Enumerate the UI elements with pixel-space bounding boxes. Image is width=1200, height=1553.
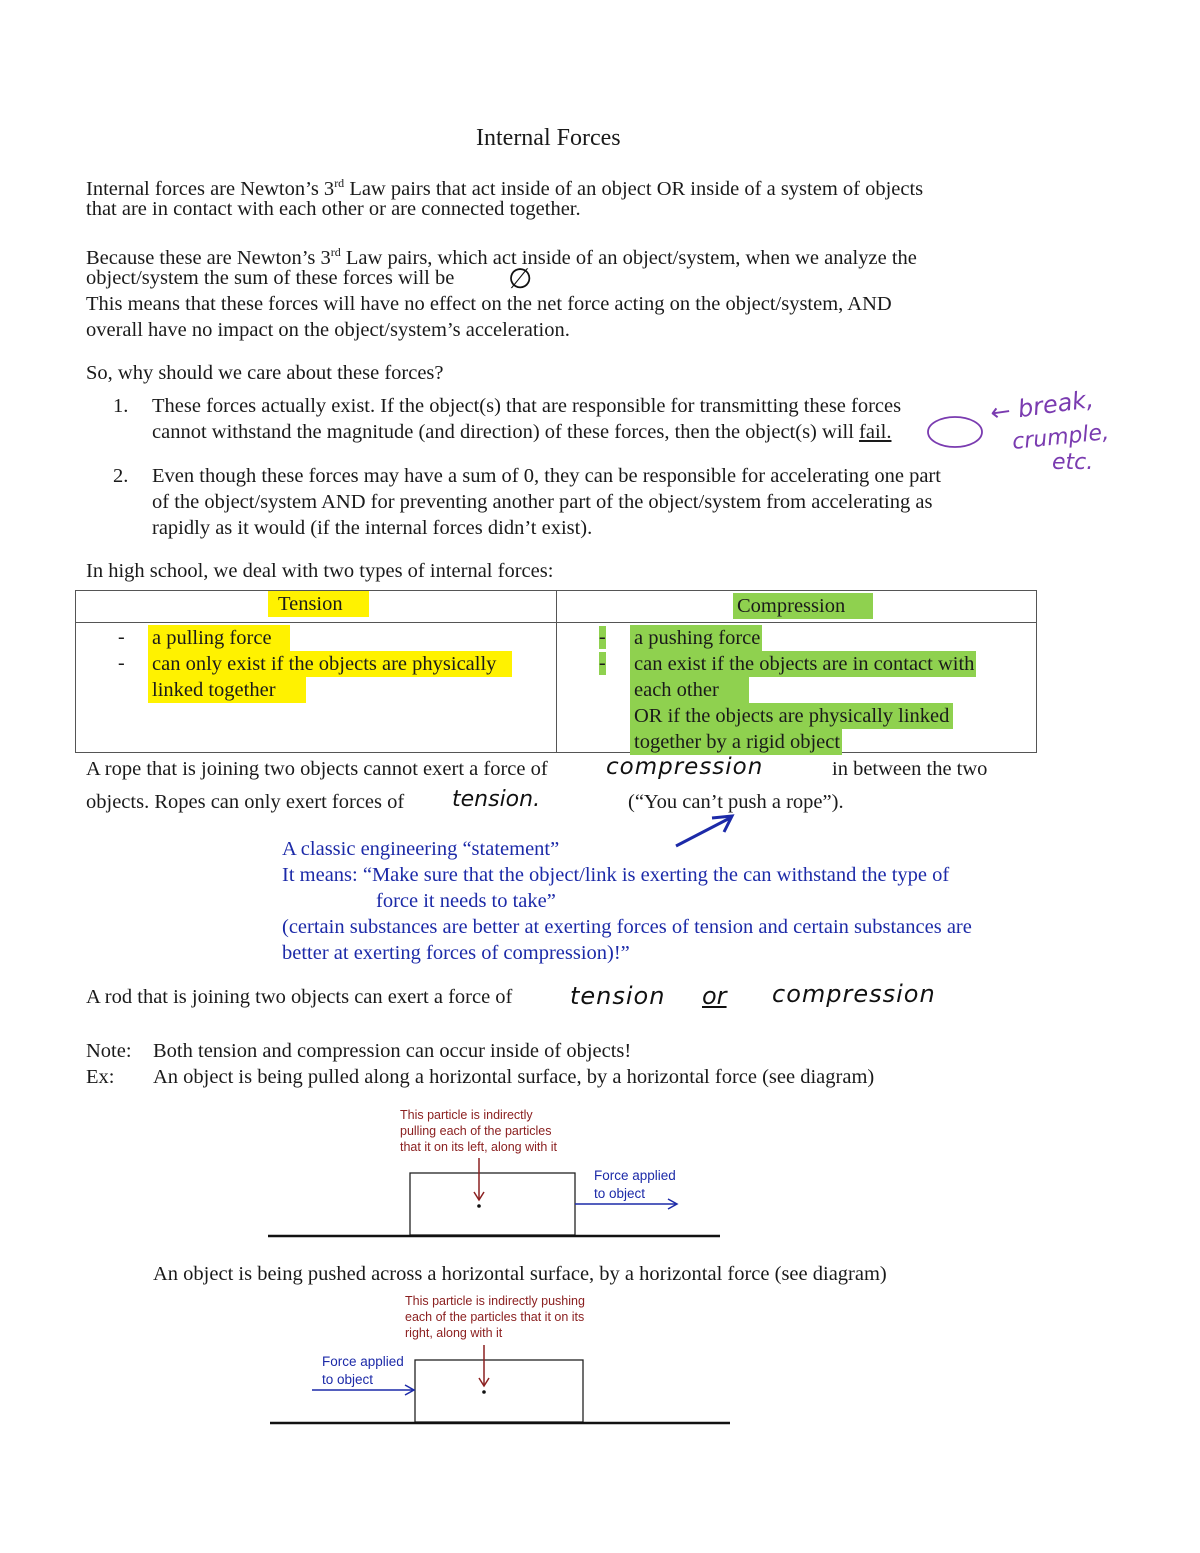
why-question: So, why should we care about these forces? xyxy=(86,362,444,384)
item2-line-1: Even though these forces may have a sum of 0, they can be responsible for accelerating one part xyxy=(152,465,941,487)
handwritten-break: ← break, xyxy=(988,384,1096,428)
because-text-a: Because these are Newton’s 3 xyxy=(86,246,331,269)
diagram1-particle-arrow-icon xyxy=(474,1158,484,1200)
tension-bullet-1-dash: - xyxy=(118,626,125,648)
note-blue-line-4: (certain substances are better at exerting forces of tension and certain substances are xyxy=(282,916,972,938)
page-title: Internal Forces xyxy=(476,125,621,151)
ex-text: An object is being pulled along a horizontal surface, by a horizontal force (see diagram) xyxy=(153,1066,875,1088)
diagram2-particle-dot xyxy=(482,1390,486,1394)
item1-line-2-text: cannot withstand the magnitude (and direction) of these forces, then the object(s) will xyxy=(152,421,860,443)
intro-text-a: Internal forces are Newton’s 3 xyxy=(86,177,335,200)
rope-line-1-text: A rope that is joining two objects cannot exert a force of xyxy=(86,758,548,780)
comp-bullet-2-line-3: OR if the objects are physically linked xyxy=(630,703,953,729)
comp-bullet-2-line-1: can exist if the objects are in contact with xyxy=(630,651,976,677)
handwritten-zero: ∅ xyxy=(508,262,533,295)
because-line-2: object/system the sum of these forces will be xyxy=(86,267,455,289)
fail-word: fail. xyxy=(859,421,892,443)
rope-line-2-end: (“You can’t push a rope”). xyxy=(628,791,844,813)
table-header-tension: Tension xyxy=(268,591,369,617)
handwritten-or: or xyxy=(702,982,727,1010)
handwritten-etc: etc. xyxy=(1052,450,1094,475)
note-blue-line-2: It means: “Make sure that the object/link is exerting the can withstand the type of xyxy=(282,864,950,886)
ex-label: Ex: xyxy=(86,1066,115,1088)
intro-sup: rd xyxy=(334,176,345,190)
handwritten-compression-rod: compression xyxy=(772,980,936,1008)
diagram1-force-arrow-icon xyxy=(575,1199,677,1209)
item1-line-1: These forces actually exist. If the object(s) that are responsible for transmitting these forces xyxy=(152,395,902,417)
rope-line-2-text: objects. Ropes can only exert forces of xyxy=(86,791,405,813)
diagram1-force-line-1: Force applied xyxy=(594,1168,676,1183)
blue-pointer-arrow-icon xyxy=(676,816,732,846)
handwritten-tension-rod: tension xyxy=(570,982,666,1010)
item2-number: 2. xyxy=(113,465,129,487)
tension-bullet-2-line-2: linked together xyxy=(148,677,306,703)
diagram1-particle-dot xyxy=(477,1204,481,1208)
push-text: An object is being pushed across a horizontal surface, by a horizontal force (see diagram) xyxy=(153,1263,887,1285)
item2-line-3: rapidly as it would (if the internal forces didn’t exist). xyxy=(152,517,593,539)
fail-circle xyxy=(928,417,982,447)
comp-bullet-2-dash: - xyxy=(599,652,606,674)
handwritten-compression-rope: compression xyxy=(606,754,764,780)
diagram1-particle-line-2: pulling each of the particles xyxy=(400,1124,552,1138)
comp-bullet-2-line-4: together by a rigid object xyxy=(630,729,842,755)
types-intro: In high school, we deal with two types of internal forces: xyxy=(86,560,554,582)
because-sup: rd xyxy=(330,245,341,259)
because-line-4: overall have no impact on the object/system’s acceleration. xyxy=(86,319,570,341)
diagram1-force-line-2: to object xyxy=(594,1186,646,1201)
handwritten-crumple: crumple, xyxy=(1010,419,1111,456)
intro-text-b: Law pairs that act inside of an object OR inside of a system of objects xyxy=(344,177,924,200)
because-line-3: This means that these forces will have no effect on the net force acting on the object/system, AND xyxy=(86,293,892,315)
diagram1-object-box xyxy=(410,1173,575,1235)
rope-line-1-end: in between the two xyxy=(832,758,988,780)
diagram2-force-line-1: Force applied xyxy=(322,1354,404,1369)
diagram1 xyxy=(268,1158,720,1236)
rod-text: A rod that is joining two objects can exert a force of xyxy=(86,986,513,1008)
diagram2-particle-arrow-icon xyxy=(479,1345,489,1386)
tension-bullet-2-line-1: can only exist if the objects are physically xyxy=(148,651,512,677)
diagram1-particle-line-3: that it on its left, along with it xyxy=(400,1140,558,1154)
diagram2-particle-line-3: right, along with it xyxy=(405,1326,503,1340)
diagram1-particle-line-1: This particle is indirectly xyxy=(400,1108,533,1122)
handwritten-tension-rope: tension. xyxy=(452,787,541,812)
diagram2-force-line-2: to object xyxy=(322,1372,374,1387)
diagram2-force-arrow-icon xyxy=(312,1385,414,1395)
comp-bullet-2-line-2: each other xyxy=(630,677,749,703)
diagram2-particle-line-2: each of the particles that it on its xyxy=(405,1310,585,1324)
tension-bullet-1: a pulling force xyxy=(148,625,290,651)
comp-bullet-1-dash: - xyxy=(599,626,606,648)
diagram2-object-box xyxy=(415,1360,583,1422)
because-text-b: Law pairs, which act inside of an object/system, when we analyze the xyxy=(340,246,917,269)
diagram2 xyxy=(270,1345,730,1423)
diagram2-particle-line-1: This particle is indirectly pushing xyxy=(405,1294,585,1308)
table-header-compression: Compression xyxy=(733,593,873,619)
note-blue-line-5: better at exerting forces of compression)!” xyxy=(282,942,630,964)
tension-bullet-2-dash: - xyxy=(118,652,125,674)
note-label: Note: xyxy=(86,1040,132,1062)
item1-number: 1. xyxy=(113,395,129,417)
note-blue-line-1: A classic engineering “statement” xyxy=(282,838,560,860)
comp-bullet-1: a pushing force xyxy=(630,625,762,651)
item2-line-2: of the object/system AND for preventing another part of the object/system from accelerating as xyxy=(152,491,933,513)
intro-line-2: that are in contact with each other or are connected together. xyxy=(86,198,581,220)
note-text: Both tension and compression can occur inside of objects! xyxy=(153,1040,632,1062)
note-blue-line-3: force it needs to take” xyxy=(376,890,556,912)
